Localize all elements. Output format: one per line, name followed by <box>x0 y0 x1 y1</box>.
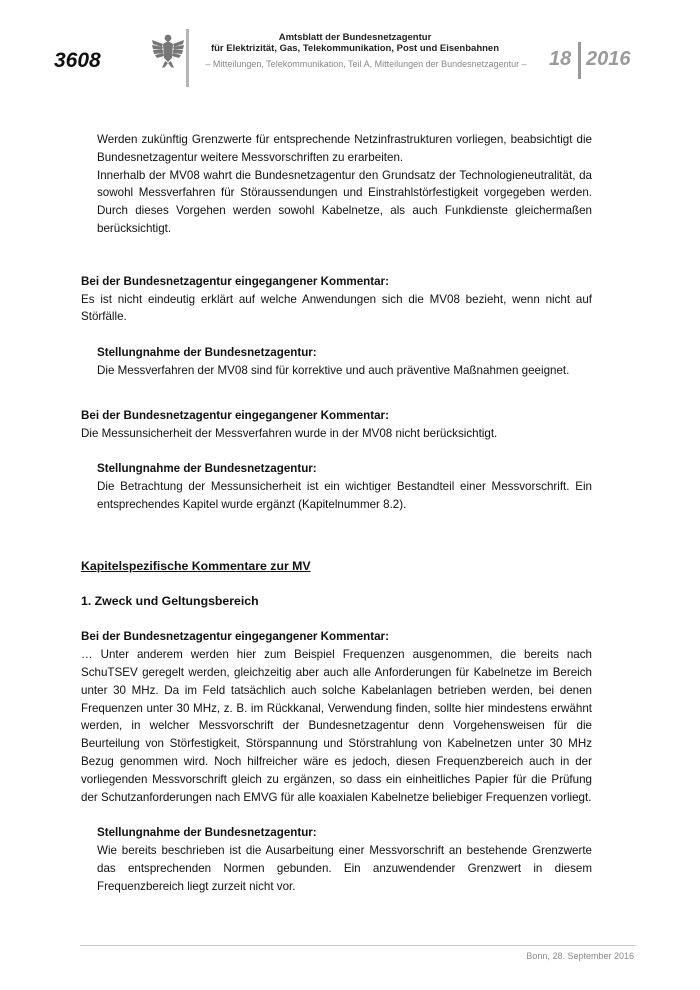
response-text: Die Betrachtung der Messunsicherheit ist ein wichtiger Bestandteil einer Messvorschrift. Ein entsprechendes Kapitel wurde ergänzt (Kapitelnummer 8.2). <box>97 480 592 511</box>
page-number: 3608 <box>54 49 101 72</box>
document-body <box>81 131 592 896</box>
federal-eagle-icon <box>151 32 185 70</box>
issue-divider <box>578 42 581 79</box>
paragraph: Innerhalb der MV08 wahrt die Bundesnetzagentur den Grundsatz der Technologieneutralität, da sowohl Messverfahren für Störaussendungen und Einstrahlstörfestigkeit vorgegeben werden. Durch dieses Vorgehen werden sowohl Kabelnetze, als auch Funkdienste gleichermaßen berücksichtigt. <box>97 168 592 235</box>
footer-divider <box>80 945 636 946</box>
gazette-subtitle: – Mitteilungen, Telekommunikation, Teil A, Mitteilungen der Bundesnetzagentur – <box>205 59 527 69</box>
response-heading: Stellungnahme der Bundesnetzagentur: <box>97 462 317 476</box>
gazette-title: Amtsblatt der Bundesnetzagentur <box>278 32 432 43</box>
issue-number: 18 <box>549 48 572 70</box>
response-heading: Stellungnahme der Bundesnetzagentur: <box>97 826 317 840</box>
comment-heading: Bei der Bundesnetzagentur eingegangener Kommentar: <box>81 408 389 422</box>
gazette-title-line2: für Elektrizität, Gas, Telekommunikation, Post und Eisenbahnen <box>210 43 500 54</box>
paragraph: Werden zukünftig Grenzwerte für entsprechende Netzinfrastrukturen vorliegen, beabsichtigt die Bundesnetzagentur weitere Messvorschriften zu erarbeiten. <box>97 133 592 164</box>
response-text: Die Messverfahren der MV08 sind für korrektive und auch präventive Maßnahmen geeignet. <box>97 363 570 377</box>
comment-heading: Bei der Bundesnetzagentur eingegangener Kommentar: <box>81 274 389 288</box>
comment-text: Es ist nicht eindeutig erklärt auf welche Anwendungen sich die MV08 bezieht, wenn nicht auf Störfälle. <box>81 292 592 324</box>
chapter-heading: Kapitelspezifische Kommentare zur MV <box>81 558 311 573</box>
section-heading: 1. Zweck und Geltungsbereich <box>81 593 259 608</box>
comment-heading: Bei der Bundesnetzagentur eingegangener Kommentar: <box>81 630 389 644</box>
comment-text: … Unter anderem werden hier zum Beispiel Frequenzen ausgenommen, die bereits nach SchuTSEV geregelt werden, gleichzeitig aber auch alle Anforderungen für Kabelnetze im Bereich unter 30 MHz. Da im Feld tatsächlich auch solche Kabelanlagen betrieben werden, bei denen Frequenzen unter 30 MHz, z. B. im Rückkanal, Verwendung finden, sollte hier mindestens erwähnt werden, in welcher Messvorschrift der Bundesnetzagentur denn Vorgehensweisen für die Beurteilung von Störfestigkeit, Störspannung und Störstrahlung von Kabelnetzen unter 30 MHz Bezug genommen wird. Noch hilfreicher wäre es jedoch, diesen Frequenzbereich auch in der vorliegenden Messvorschrift gleich zu ergänzen, so dass ein einheitliches Papier für die Prüfung der Schutzanforderungen nach EMVG für alle koaxialen Kabelnetze beliebiger Frequenzen vorliegt. <box>81 648 592 804</box>
comment-text: Die Messunsicherheit der Messverfahren wurde in der MV08 nicht berücksichtigt. <box>81 426 498 440</box>
response-text: Wie bereits beschrieben ist die Ausarbeitung einer Messvorschrift an bestehende Grenzwerte das entsprechenden Normen gebunden. Ein anzuwendender Grenzwert in diesem Frequenzbereich liegt zurzeit nicht vor. <box>97 844 592 893</box>
issue-year: 2016 <box>586 48 631 70</box>
header-divider <box>186 29 189 87</box>
footer-place-date: Bonn, 28. September 2016 <box>526 951 634 961</box>
response-heading: Stellungnahme der Bundesnetzagentur: <box>97 346 317 360</box>
